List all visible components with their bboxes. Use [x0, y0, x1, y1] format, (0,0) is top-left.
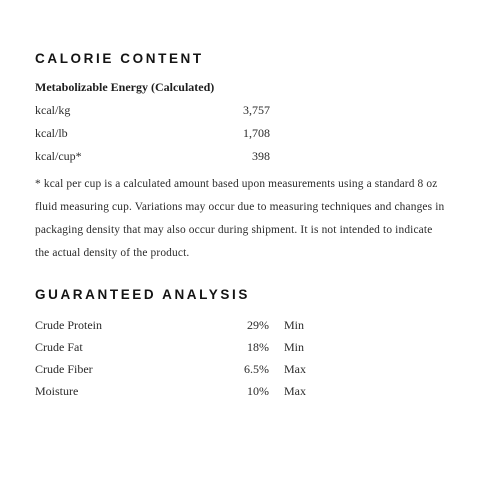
analysis-qualifier: Min: [284, 340, 305, 354]
analysis-value: 6.5%: [244, 362, 269, 376]
energy-label: kcal/lb: [35, 126, 68, 140]
energy-value: 3,757: [243, 103, 270, 117]
energy-label: kcal/kg: [35, 103, 71, 117]
calorie-content-heading: CALORIE CONTENT: [35, 51, 204, 66]
analysis-qualifier: Min: [284, 318, 305, 332]
analysis-label: Crude Fiber: [35, 362, 93, 376]
analysis-value: 18%: [247, 340, 269, 354]
analysis-label: Crude Fat: [35, 340, 83, 354]
guaranteed-analysis-heading: GUARANTEED ANALYSIS: [35, 287, 250, 302]
analysis-value: 29%: [247, 318, 269, 332]
energy-label: kcal/cup*: [35, 149, 82, 163]
analysis-value: 10%: [247, 384, 269, 398]
energy-value: 398: [252, 149, 270, 163]
analysis-label: Crude Protein: [35, 318, 102, 332]
analysis-label: Moisture: [35, 384, 79, 398]
analysis-qualifier: Max: [284, 384, 306, 398]
metabolizable-energy-subheading: Metabolizable Energy (Calculated): [35, 80, 215, 94]
energy-value: 1,708: [243, 126, 270, 140]
analysis-qualifier: Max: [284, 362, 306, 376]
kcal-per-cup-footnote: * kcal per cup is a calculated amount based upon measurements using a standard 8 oz fluid measuring cup. Variations may occur due to measuring techniques and changes in packaging density that may also occur during shipment. It is not intended to indicate the actual density of the product.: [35, 178, 445, 259]
